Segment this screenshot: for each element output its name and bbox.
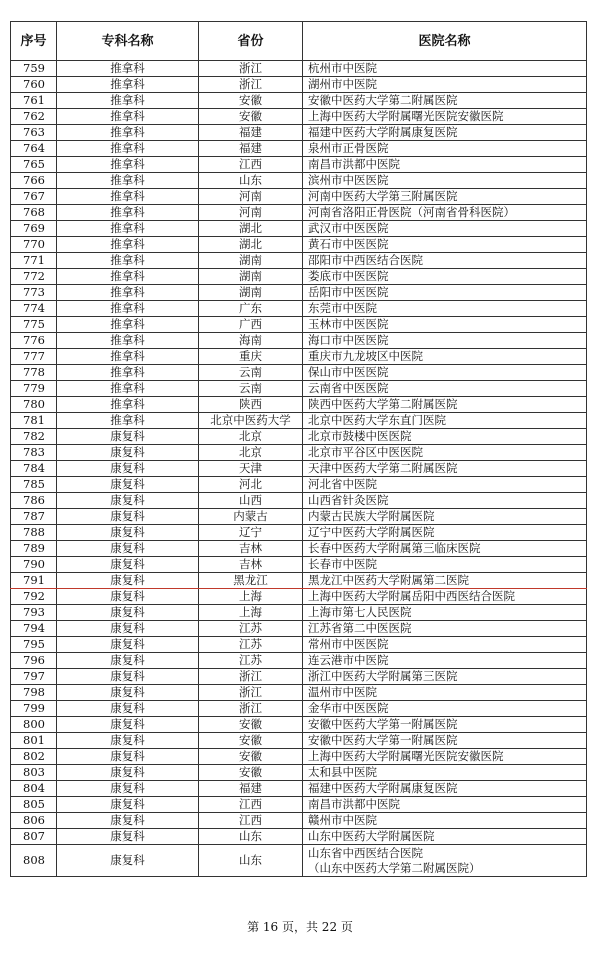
cell-hospital-name: 湖州市中医院 (303, 77, 587, 93)
cell-specialty-name: 推拿科 (57, 285, 199, 301)
cell-province: 安徽 (199, 733, 303, 749)
cell-province: 江苏 (199, 637, 303, 653)
cell-serial-number: 803 (11, 765, 57, 781)
cell-specialty-name: 康复科 (57, 477, 199, 493)
cell-hospital-name: 北京中医药大学东直门医院 (303, 413, 587, 429)
cell-specialty-name: 推拿科 (57, 333, 199, 349)
cell-specialty-name: 康复科 (57, 781, 199, 797)
cell-serial-number: 760 (11, 77, 57, 93)
cell-province: 安徽 (199, 717, 303, 733)
cell-hospital-name: 江苏省第二中医医院 (303, 621, 587, 637)
cell-serial-number: 771 (11, 253, 57, 269)
table-row (11, 221, 587, 237)
table-row (11, 205, 587, 221)
cell-hospital-name: 内蒙古民族大学附属医院 (303, 509, 587, 525)
cell-specialty-name: 康复科 (57, 829, 199, 845)
cell-serial-number: 775 (11, 317, 57, 333)
cell-province: 安徽 (199, 93, 303, 109)
cell-specialty-name: 推拿科 (57, 77, 199, 93)
hospital-name-line-2: （山东中医药大学第二附属医院） (308, 860, 481, 875)
cell-hospital-name: 泉州市正骨医院 (303, 141, 587, 157)
cell-serial-number: 787 (11, 509, 57, 525)
cell-serial-number: 779 (11, 381, 57, 397)
cell-province: 河南 (199, 189, 303, 205)
cell-hospital-name: 常州市中医医院 (303, 637, 587, 653)
cell-province: 山东 (199, 173, 303, 189)
cell-hospital-name: 上海市第七人民医院 (303, 605, 587, 621)
cell-serial-number: 768 (11, 205, 57, 221)
cell-hospital-name: 黑龙江中医药大学附属第二医院 (303, 573, 587, 589)
table-row (11, 77, 587, 93)
table-row (11, 349, 587, 365)
cell-serial-number: 788 (11, 525, 57, 541)
cell-province: 江苏 (199, 653, 303, 669)
table-row (11, 813, 587, 829)
cell-serial-number: 789 (11, 541, 57, 557)
table-row (11, 525, 587, 541)
cell-serial-number: 799 (11, 701, 57, 717)
cell-specialty-name: 推拿科 (57, 349, 199, 365)
table-row (11, 829, 587, 845)
cell-serial-number: 797 (11, 669, 57, 685)
cell-serial-number: 782 (11, 429, 57, 445)
cell-province: 江西 (199, 797, 303, 813)
cell-hospital-name: 浙江中医药大学附属第三医院 (303, 669, 587, 685)
cell-province: 山西 (199, 493, 303, 509)
cell-hospital-name: 北京市鼓楼中医医院 (303, 429, 587, 445)
table-row (11, 781, 587, 797)
cell-specialty-name: 康复科 (57, 717, 199, 733)
cell-specialty-name: 推拿科 (57, 173, 199, 189)
cell-hospital-name: 辽宁中医药大学附属医院 (303, 525, 587, 541)
table-row (11, 557, 587, 573)
cell-specialty-name: 推拿科 (57, 381, 199, 397)
cell-specialty-name: 推拿科 (57, 125, 199, 141)
cell-specialty-name: 推拿科 (57, 253, 199, 269)
page-footer: 第 16 页，共 22 页 (247, 920, 353, 934)
cell-serial-number: 783 (11, 445, 57, 461)
table-row (11, 749, 587, 765)
cell-hospital-name: 安徽中医药大学第一附属医院 (303, 717, 587, 733)
table-row (11, 397, 587, 413)
table-row (11, 141, 587, 157)
cell-specialty-name: 康复科 (57, 541, 199, 557)
table-row (11, 285, 587, 301)
cell-province: 云南 (199, 365, 303, 381)
table-row (11, 109, 587, 125)
cell-hospital-name: 上海中医药大学附属曙光医院安徽医院 (303, 749, 587, 765)
cell-hospital-name: 上海中医药大学附属曙光医院安徽医院 (303, 109, 587, 125)
cell-hospital-name: 赣州市中医院 (303, 813, 587, 829)
cell-serial-number: 808 (11, 845, 57, 877)
table-row (11, 253, 587, 269)
hospital-table (10, 21, 587, 877)
cell-province: 北京 (199, 429, 303, 445)
table-row (11, 733, 587, 749)
cell-hospital-name: 河南省洛阳正骨医院（河南省骨科医院） (303, 205, 587, 221)
cell-specialty-name: 康复科 (57, 653, 199, 669)
table-row (11, 541, 587, 557)
cell-specialty-name: 推拿科 (57, 221, 199, 237)
cell-specialty-name: 康复科 (57, 845, 199, 877)
cell-province: 安徽 (199, 749, 303, 765)
cell-specialty-name: 推拿科 (57, 397, 199, 413)
cell-province: 天津 (199, 461, 303, 477)
cell-hospital-name: 太和县中医院 (303, 765, 587, 781)
cell-specialty-name: 康复科 (57, 813, 199, 829)
cell-hospital-name: 温州市中医院 (303, 685, 587, 701)
cell-hospital-name: 连云港市中医院 (303, 653, 587, 669)
cell-serial-number: 759 (11, 61, 57, 77)
cell-specialty-name: 推拿科 (57, 317, 199, 333)
cell-hospital-name: 东莞市中医院 (303, 301, 587, 317)
cell-specialty-name: 康复科 (57, 749, 199, 765)
cell-serial-number: 800 (11, 717, 57, 733)
table-body (11, 61, 587, 877)
table-row (11, 157, 587, 173)
cell-province: 湖南 (199, 253, 303, 269)
cell-province: 北京中医药大学 (199, 413, 303, 429)
cell-province: 安徽 (199, 765, 303, 781)
table-row (11, 685, 587, 701)
cell-province: 广西 (199, 317, 303, 333)
table-row (11, 93, 587, 109)
cell-hospital-name: 金华市中医医院 (303, 701, 587, 717)
cell-specialty-name: 康复科 (57, 733, 199, 749)
cell-serial-number: 795 (11, 637, 57, 653)
cell-serial-number: 790 (11, 557, 57, 573)
cell-province: 山东 (199, 829, 303, 845)
table-row (11, 637, 587, 653)
cell-hospital-name: 杭州市中医院 (303, 61, 587, 77)
cell-hospital-name: 南昌市洪都中医院 (303, 797, 587, 813)
cell-serial-number: 806 (11, 813, 57, 829)
cell-hospital-name: 南昌市洪都中医院 (303, 157, 587, 173)
cell-hospital-name: 娄底市中医医院 (303, 269, 587, 285)
cell-serial-number: 796 (11, 653, 57, 669)
cell-province: 湖北 (199, 237, 303, 253)
cell-hospital-name: 河北省中医院 (303, 477, 587, 493)
table-row (11, 125, 587, 141)
document-page (10, 21, 586, 877)
table-row (11, 381, 587, 397)
table-row (11, 701, 587, 717)
cell-serial-number: 780 (11, 397, 57, 413)
table-row (11, 477, 587, 493)
cell-province: 吉林 (199, 541, 303, 557)
table-row (11, 269, 587, 285)
cell-specialty-name: 推拿科 (57, 157, 199, 173)
cell-specialty-name: 康复科 (57, 509, 199, 525)
cell-specialty-name: 康复科 (57, 557, 199, 573)
hospital-name-line-1: 山东省中西医结合医院 (308, 845, 423, 860)
cell-province: 北京 (199, 445, 303, 461)
cell-specialty-name: 推拿科 (57, 301, 199, 317)
cell-specialty-name: 推拿科 (57, 413, 199, 429)
cell-hospital-name: 玉林市中医医院 (303, 317, 587, 333)
cell-serial-number: 785 (11, 477, 57, 493)
cell-hospital-name: 保山市中医医院 (303, 365, 587, 381)
cell-province: 辽宁 (199, 525, 303, 541)
cell-hospital-name: 黄石市中医医院 (303, 237, 587, 253)
cell-province: 浙江 (199, 77, 303, 93)
cell-serial-number: 804 (11, 781, 57, 797)
cell-province: 福建 (199, 125, 303, 141)
cell-serial-number: 784 (11, 461, 57, 477)
table-row (11, 173, 587, 189)
table-row (11, 717, 587, 733)
cell-specialty-name: 推拿科 (57, 141, 199, 157)
cell-hospital-name (303, 845, 587, 877)
table-row (11, 621, 587, 637)
cell-specialty-name: 康复科 (57, 493, 199, 509)
cell-hospital-name: 岳阳市中医医院 (303, 285, 587, 301)
cell-province: 重庆 (199, 349, 303, 365)
table-row (11, 589, 587, 605)
cell-hospital-name: 福建中医药大学附属康复医院 (303, 781, 587, 797)
cell-serial-number: 765 (11, 157, 57, 173)
cell-serial-number: 801 (11, 733, 57, 749)
table-row (11, 509, 587, 525)
cell-serial-number: 770 (11, 237, 57, 253)
table-row (11, 301, 587, 317)
cell-province: 陕西 (199, 397, 303, 413)
cell-hospital-name: 河南中医药大学第三附属医院 (303, 189, 587, 205)
cell-province: 湖南 (199, 285, 303, 301)
cell-hospital-name: 福建中医药大学附属康复医院 (303, 125, 587, 141)
cell-hospital-name: 云南省中医医院 (303, 381, 587, 397)
cell-serial-number: 786 (11, 493, 57, 509)
cell-province: 江西 (199, 157, 303, 173)
cell-hospital-name: 海口市中医医院 (303, 333, 587, 349)
cell-hospital-name: 武汉市中医医院 (303, 221, 587, 237)
table-header-row (11, 22, 587, 61)
cell-province: 江苏 (199, 621, 303, 637)
cell-serial-number: 807 (11, 829, 57, 845)
cell-province: 云南 (199, 381, 303, 397)
cell-specialty-name: 康复科 (57, 621, 199, 637)
cell-province: 福建 (199, 781, 303, 797)
table-row (11, 365, 587, 381)
cell-specialty-name: 推拿科 (57, 109, 199, 125)
table-row (11, 333, 587, 349)
cell-province: 浙江 (199, 701, 303, 717)
cell-province: 山东 (199, 845, 303, 877)
cell-serial-number: 778 (11, 365, 57, 381)
cell-specialty-name: 康复科 (57, 637, 199, 653)
cell-province: 黑龙江 (199, 573, 303, 589)
cell-specialty-name: 推拿科 (57, 365, 199, 381)
cell-serial-number: 777 (11, 349, 57, 365)
cell-hospital-name: 北京市平谷区中医医院 (303, 445, 587, 461)
table-row (11, 189, 587, 205)
cell-serial-number: 773 (11, 285, 57, 301)
cell-specialty-name: 推拿科 (57, 269, 199, 285)
cell-specialty-name: 康复科 (57, 685, 199, 701)
cell-serial-number: 776 (11, 333, 57, 349)
table-row (11, 317, 587, 333)
cell-specialty-name: 康复科 (57, 765, 199, 781)
cell-province: 浙江 (199, 61, 303, 77)
header-serial-number: 序号 (11, 22, 57, 61)
cell-province: 浙江 (199, 669, 303, 685)
cell-hospital-name: 长春中医药大学附属第三临床医院 (303, 541, 587, 557)
cell-serial-number: 798 (11, 685, 57, 701)
cell-serial-number: 802 (11, 749, 57, 765)
cell-hospital-name: 陕西中医药大学第二附属医院 (303, 397, 587, 413)
cell-hospital-name: 上海中医药大学附属岳阳中西医结合医院 (303, 589, 587, 605)
cell-province: 上海 (199, 605, 303, 621)
table-row (11, 413, 587, 429)
table-row (11, 461, 587, 477)
cell-serial-number: 805 (11, 797, 57, 813)
cell-specialty-name: 康复科 (57, 445, 199, 461)
cell-serial-number: 774 (11, 301, 57, 317)
cell-province: 广东 (199, 301, 303, 317)
cell-hospital-name: 山东中医药大学附属医院 (303, 829, 587, 845)
cell-province: 吉林 (199, 557, 303, 573)
cell-province: 湖北 (199, 221, 303, 237)
cell-province: 河南 (199, 205, 303, 221)
table-row-last (11, 845, 587, 877)
cell-specialty-name: 康复科 (57, 461, 199, 477)
cell-specialty-name: 康复科 (57, 605, 199, 621)
cell-hospital-name: 山西省针灸医院 (303, 493, 587, 509)
cell-province: 内蒙古 (199, 509, 303, 525)
cell-specialty-name: 康复科 (57, 573, 199, 589)
cell-serial-number: 761 (11, 93, 57, 109)
cell-serial-number: 792 (11, 589, 57, 605)
cell-province: 浙江 (199, 685, 303, 701)
table-row (11, 669, 587, 685)
cell-specialty-name: 推拿科 (57, 93, 199, 109)
cell-serial-number: 764 (11, 141, 57, 157)
table-row (11, 61, 587, 77)
cell-serial-number: 781 (11, 413, 57, 429)
cell-serial-number: 763 (11, 125, 57, 141)
cell-hospital-name: 安徽中医药大学第一附属医院 (303, 733, 587, 749)
cell-specialty-name: 康复科 (57, 589, 199, 605)
cell-serial-number: 762 (11, 109, 57, 125)
cell-specialty-name: 推拿科 (57, 205, 199, 221)
cell-hospital-name: 邵阳市中西医结合医院 (303, 253, 587, 269)
cell-serial-number: 772 (11, 269, 57, 285)
cell-specialty-name: 推拿科 (57, 237, 199, 253)
table-row (11, 653, 587, 669)
cell-hospital-name: 滨州市中医医院 (303, 173, 587, 189)
cell-specialty-name: 康复科 (57, 669, 199, 685)
cell-province: 上海 (199, 589, 303, 605)
cell-specialty-name: 康复科 (57, 797, 199, 813)
cell-serial-number: 769 (11, 221, 57, 237)
table-row (11, 429, 587, 445)
cell-hospital-name: 长春市中医院 (303, 557, 587, 573)
table-row (11, 445, 587, 461)
cell-specialty-name: 推拿科 (57, 61, 199, 77)
cell-specialty-name: 康复科 (57, 525, 199, 541)
table-row (11, 237, 587, 253)
table-row (11, 605, 587, 621)
cell-serial-number: 766 (11, 173, 57, 189)
cell-serial-number: 794 (11, 621, 57, 637)
table-row (11, 765, 587, 781)
cell-province: 湖南 (199, 269, 303, 285)
header-province: 省份 (199, 22, 303, 61)
cell-serial-number: 791 (11, 573, 57, 589)
table-row (11, 493, 587, 509)
cell-serial-number: 767 (11, 189, 57, 205)
cell-specialty-name: 康复科 (57, 429, 199, 445)
cell-province: 福建 (199, 141, 303, 157)
cell-province: 河北 (199, 477, 303, 493)
cell-specialty-name: 推拿科 (57, 189, 199, 205)
cell-hospital-name: 安徽中医药大学第二附属医院 (303, 93, 587, 109)
header-specialty-name: 专科名称 (57, 22, 199, 61)
cell-province: 江西 (199, 813, 303, 829)
table-row (11, 573, 587, 589)
cell-hospital-name: 天津中医药大学第二附属医院 (303, 461, 587, 477)
header-hospital-name: 医院名称 (303, 22, 587, 61)
cell-hospital-name: 重庆市九龙坡区中医院 (303, 349, 587, 365)
cell-specialty-name: 康复科 (57, 701, 199, 717)
cell-province: 海南 (199, 333, 303, 349)
table-row (11, 797, 587, 813)
cell-serial-number: 793 (11, 605, 57, 621)
cell-province: 安徽 (199, 109, 303, 125)
